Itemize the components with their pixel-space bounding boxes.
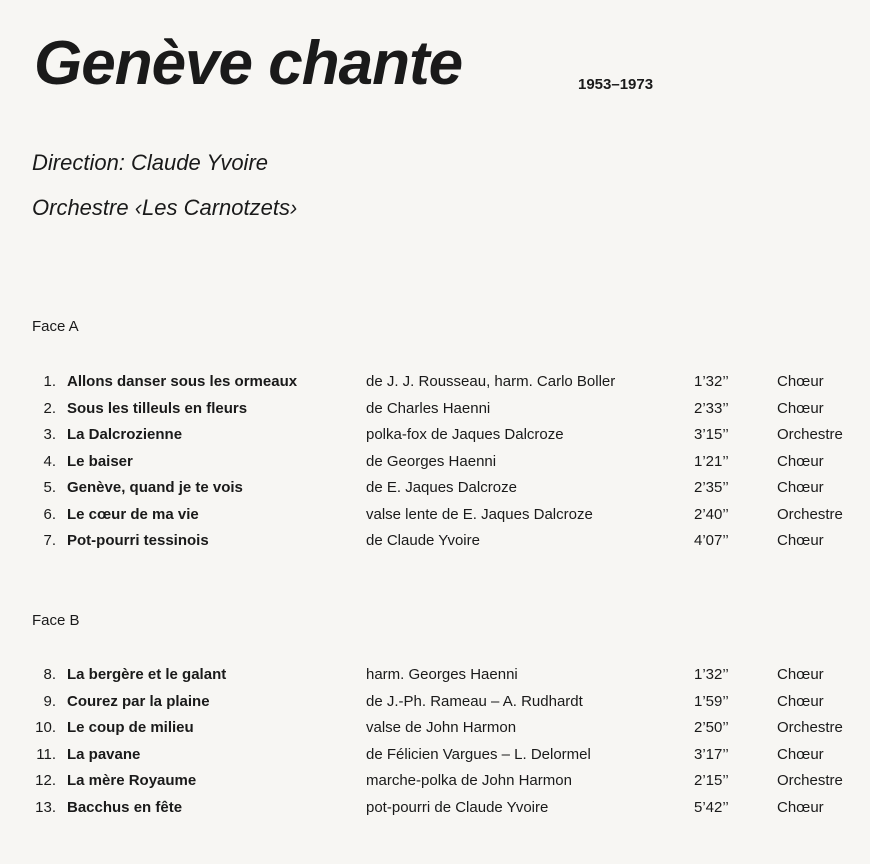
track-performer-type: Chœur	[777, 745, 824, 763]
track-composer: harm. Georges Haenni	[366, 666, 518, 683]
track-composer: marche-polka de John Harmon	[366, 772, 572, 789]
track-performer-type: Chœur	[777, 666, 824, 683]
track-number: 4.	[43, 452, 56, 470]
track-duration: 2’33’’	[694, 399, 729, 417]
track-row	[0, 693, 870, 719]
track-title: Genève, quand je te vois	[67, 479, 243, 496]
track-performer-type: Orchestre	[777, 719, 843, 736]
track-number: 8.	[43, 666, 56, 683]
album-title: Genève chante	[34, 29, 463, 98]
track-duration: 2’40’’	[694, 505, 729, 523]
track-composer: de Charles Haenni	[366, 399, 491, 417]
track-row	[0, 426, 870, 452]
track-duration: 2’50’’	[694, 719, 729, 736]
track-title: Le coup de milieu	[67, 719, 194, 736]
track-composer: valse lente de E. Jaques Dalcroze	[366, 505, 593, 523]
track-title: Pot-pourri tessinois	[67, 532, 209, 549]
track-number: 2.	[43, 399, 56, 417]
track-number: 13.	[35, 798, 56, 816]
track-performer-type: Chœur	[777, 479, 824, 496]
face-b-label: Face B	[32, 612, 80, 629]
track-title: Bacchus en fête	[67, 798, 183, 816]
track-row	[0, 506, 870, 532]
album-years: 1953–1973	[578, 76, 654, 93]
track-row	[0, 772, 870, 798]
track-duration: 1’21’’	[694, 452, 729, 470]
track-number: 11.	[36, 745, 56, 763]
track-number: 5.	[43, 479, 56, 496]
track-performer-type: Chœur	[777, 692, 824, 710]
track-number: 1.	[43, 373, 56, 390]
track-duration: 3’15’’	[694, 426, 729, 443]
direction-credit: Direction: Claude Yvoire	[32, 150, 269, 175]
track-row	[0, 532, 870, 558]
track-row	[0, 719, 870, 745]
track-composer: pot-pourri de Claude Yvoire	[366, 798, 549, 816]
track-performer-type: Chœur	[777, 452, 824, 470]
track-duration: 4’07’’	[694, 532, 729, 549]
track-performer-type: Orchestre	[777, 772, 843, 789]
track-performer-type: Chœur	[777, 798, 824, 816]
orchestra-credit: Orchestre ‹Les Carnotzets›	[32, 195, 298, 220]
track-duration: 1’32’’	[694, 666, 729, 683]
track-row	[0, 666, 870, 692]
track-row	[0, 373, 870, 399]
track-duration: 1’59’’	[694, 692, 729, 710]
track-number: 9.	[43, 692, 56, 710]
track-composer: de Georges Haenni	[366, 452, 497, 470]
face-a-label: Face A	[32, 318, 79, 335]
track-performer-type: Orchestre	[777, 505, 843, 523]
track-composer: de J.-Ph. Rameau – A. Rudhardt	[366, 692, 583, 710]
track-title: Le baiser	[67, 452, 133, 470]
track-title: Allons danser sous les ormeaux	[67, 373, 298, 390]
track-row	[0, 479, 870, 505]
track-performer-type: Chœur	[777, 532, 824, 549]
track-number: 12.	[35, 772, 56, 789]
track-composer: de J. J. Rousseau, harm. Carlo Boller	[366, 373, 616, 390]
track-duration: 5’42’’	[694, 798, 729, 816]
track-performer-type: Chœur	[777, 373, 824, 390]
track-duration: 2’15’’	[694, 772, 729, 789]
track-number: 10.	[35, 719, 56, 736]
track-row	[0, 799, 870, 825]
track-composer: de E. Jaques Dalcroze	[366, 479, 517, 496]
track-duration: 2’35’’	[694, 479, 729, 496]
track-number: 7.	[43, 532, 56, 549]
track-performer-type: Chœur	[777, 399, 824, 417]
track-title: La mère Royaume	[67, 772, 197, 789]
track-composer: polka-fox de Jaques Dalcroze	[366, 426, 564, 443]
track-title: La bergère et le galant	[67, 666, 227, 683]
track-duration: 1’32’’	[694, 373, 729, 390]
track-title: La pavane	[67, 745, 141, 763]
track-title: Courez par la plaine	[67, 692, 210, 710]
track-composer: de Claude Yvoire	[366, 532, 480, 549]
track-number: 3.	[43, 426, 56, 443]
track-number: 6.	[43, 505, 56, 523]
track-composer: de Félicien Vargues – L. Delormel	[366, 745, 591, 763]
track-row	[0, 746, 870, 772]
track-performer-type: Orchestre	[777, 426, 843, 443]
track-row	[0, 400, 870, 426]
track-composer: valse de John Harmon	[366, 719, 517, 736]
track-title: La Dalcrozienne	[67, 426, 183, 443]
track-title: Le cœur de ma vie	[67, 505, 199, 523]
track-row	[0, 453, 870, 479]
track-title: Sous les tilleuls en fleurs	[67, 399, 248, 417]
track-duration: 3’17’’	[694, 745, 729, 763]
